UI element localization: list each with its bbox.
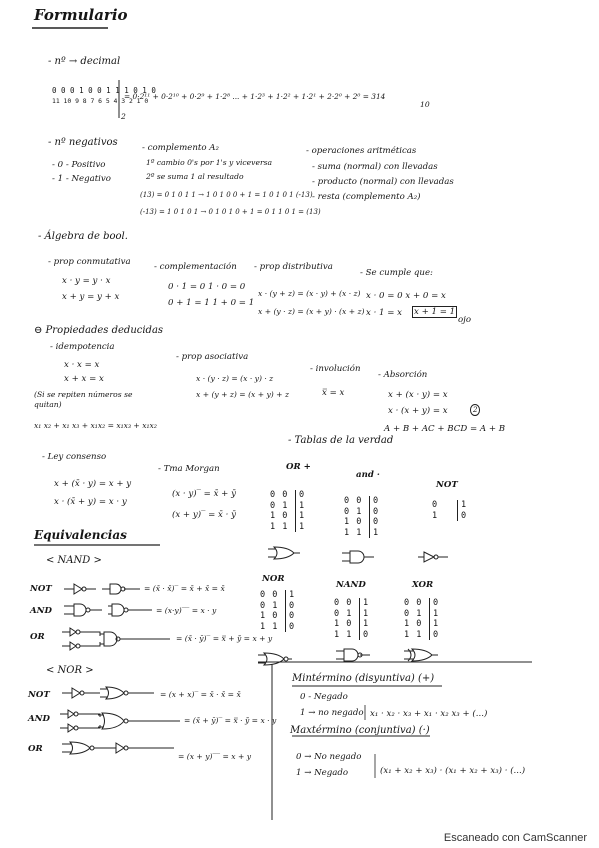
consenso-1: x + (x̄ · y) = x + y <box>54 479 132 489</box>
and-output: 0 <box>369 517 378 528</box>
or-row <box>270 522 304 533</box>
maxtermino-title: Maxtérmino (conjuntiva) (·) <box>290 725 430 736</box>
and-row <box>344 528 378 539</box>
not-output: 0 <box>457 511 466 522</box>
nor-and-gates-icon <box>58 708 182 734</box>
not-output: 1 <box>457 500 466 511</box>
nand-output: 1 <box>359 598 368 609</box>
not-truth-table <box>432 500 466 521</box>
not-row <box>432 500 466 511</box>
nor-input: 1 1 <box>260 621 279 632</box>
complemento-title: - complemento A₂ <box>142 143 219 153</box>
or-input: 0 1 <box>270 500 289 511</box>
decimal-base-out: 10 <box>420 100 430 109</box>
nor-or-equation: = (x + y)‾‾ = x + y <box>178 752 252 761</box>
nand-input: 0 0 <box>334 598 353 608</box>
xor-row <box>404 619 438 630</box>
and-input: 0 0 <box>344 496 363 506</box>
negativos-positive: - 0 - Positivo <box>52 160 106 170</box>
conmutativa-1: x · y = y · x <box>62 276 111 286</box>
or-output: 1 <box>295 501 304 512</box>
or-truth-table <box>270 490 304 532</box>
maxtermino-line2: 1 → Negado <box>296 768 349 778</box>
xor-input: 1 1 <box>404 629 423 640</box>
nor-not-gates-icon <box>60 686 156 700</box>
nor-output: 0 <box>285 622 294 633</box>
nor-input: 1 0 <box>260 611 279 621</box>
nor-title: NOR <box>262 574 285 584</box>
and-output: 1 <box>369 528 378 539</box>
decimal-positions: 11 10 9 8 7 6 5 4 3 2 1 0 <box>52 97 149 105</box>
involucion-1: x̿ = x <box>322 388 345 398</box>
decimal-heading: - nº → decimal <box>48 56 121 67</box>
xor-input: 1 0 <box>404 619 423 629</box>
and-input: 0 1 <box>344 506 363 517</box>
complemento-step2: 2º se suma 1 al resultado <box>146 172 244 181</box>
nand-row <box>334 609 368 620</box>
maxtermino-expression: (x₁ + x₂ + x₃) · (x₁ + x₂ + x₃) · (...) <box>380 766 526 776</box>
nand-or-equation: = (x̄ · ȳ)‾ = x̿ + ȳ̄ = x + y <box>176 634 273 643</box>
decimal-expansion: = 0·2¹¹ + 0·2¹⁰ + 0·2⁹ + 1·2⁸ ... + 1·2³ + 1·2² + 1·2¹ + 2·2⁰ + 2⁰ = 314 <box>124 92 386 101</box>
nand-row <box>334 619 368 630</box>
nand-output: 0 <box>359 630 368 641</box>
nor-row <box>260 622 294 633</box>
involucion-title: - involución <box>310 364 361 374</box>
nand-input: 0 1 <box>334 608 353 619</box>
and-row <box>344 507 378 518</box>
idempotencia-note: (Si se repiten números se quitan) <box>34 390 133 409</box>
nand-input: 1 0 <box>334 619 353 629</box>
or-output: 1 <box>295 522 304 533</box>
mintermino-line2: 1 → no negado <box>300 708 364 718</box>
scanner-watermark: Escaneado con CamScanner <box>443 832 587 844</box>
nand-or-gates-icon <box>60 626 172 652</box>
nand-not-equation: = (x̄ · x̄)‾ = x̄ + x̄ = x̄ <box>144 584 225 593</box>
nor-row <box>260 590 294 601</box>
absorcion-2: x · (x + y) = x <box>388 406 448 416</box>
absorcion-example: A + B + AC + BCD = A + B <box>384 424 506 434</box>
xor-input: 0 0 <box>404 598 423 608</box>
complementacion-2: 0 + 1 = 1 1 + 0 = 1 <box>168 298 255 308</box>
xor-row <box>404 609 438 620</box>
idempotencia-example: x₁ x₂ + x₁ x₃ + x₁x₂ = x₁x₃ + x₁x₂ <box>34 421 157 430</box>
xor-output: 1 <box>429 619 438 630</box>
morgan-1: (x · y)‾ = x̄ + ȳ <box>172 489 236 499</box>
nand-output: 1 <box>359 609 368 620</box>
algebra-heading: - Álgebra de bool. <box>38 231 128 242</box>
xor-output: 1 <box>429 609 438 620</box>
nand-title: NAND <box>336 580 366 590</box>
and-row <box>344 517 378 528</box>
and-input: 1 0 <box>344 517 363 527</box>
nor-and-equation: = (x̄ + ȳ)‾ = x̿ · ȳ̄ = x · y <box>184 716 277 725</box>
and-output: 0 <box>369 507 378 518</box>
idempotencia-title: - idempotencia <box>50 342 115 352</box>
complemento-example1: (13) = 0 1 0 1 1 → 1 0 1 0 0 + 1 = 1 0 1 0 1 (-13) <box>140 191 313 199</box>
operaciones-title: - operaciones aritméticas <box>306 146 417 156</box>
morgan-2: (x + y)‾ = x̄ · ȳ <box>172 510 236 520</box>
or-input: 1 0 <box>270 511 289 521</box>
not-input: 0 <box>432 500 439 510</box>
distributiva-title: - prop distributiva <box>254 262 333 272</box>
distributiva-1: x · (y + z) = (x · y) + (x · z) <box>258 289 361 298</box>
and-gate-icon <box>342 550 374 564</box>
nand-row <box>334 598 368 609</box>
nand-and-label: AND <box>30 606 52 616</box>
decimal-base: 2 <box>121 112 126 121</box>
or-input: 0 0 <box>270 490 289 500</box>
complemento-step1: 1º cambio 0's por 1's y viceversa <box>146 158 273 167</box>
and-output: 0 <box>369 496 378 507</box>
deducidas-heading: ⊖ Propiedades deducidas <box>34 325 164 336</box>
tablas-heading: - Tablas de la verdad <box>288 435 394 446</box>
and-row <box>344 496 378 507</box>
nand-and-equation: = (x·y)‾‾ = x · y <box>156 606 217 615</box>
not-row <box>432 511 466 522</box>
maxtermino-line1: 0 → No negado <box>296 752 362 762</box>
xor-input: 0 1 <box>404 608 423 619</box>
operacion-suma: - suma (normal) con llevadas <box>312 162 438 172</box>
nand-and-gates-icon <box>62 602 154 618</box>
nor-input: 0 0 <box>260 590 279 600</box>
nor-input: 0 1 <box>260 600 279 611</box>
or-input: 1 1 <box>270 521 289 532</box>
xor-row <box>404 598 438 609</box>
annotation-circle: 2 <box>470 404 480 416</box>
xor-truth-table <box>404 598 438 640</box>
operacion-producto: - producto (normal) con llevadas <box>312 177 454 187</box>
complementacion-1: 0 · 1 = 0 1 · 0 = 0 <box>168 282 246 292</box>
morgan-title: - Tma Morgan <box>158 464 220 474</box>
page-title: Formulario <box>34 6 128 24</box>
consenso-title: - Ley consenso <box>42 452 107 462</box>
and-title: and · <box>356 470 380 480</box>
asociativa-title: - prop asociativa <box>176 352 249 362</box>
xor-row <box>404 630 438 641</box>
absorcion-1: x + (x · y) = x <box>388 390 448 400</box>
consenso-2: x · (x̄ + y) = x · y <box>54 497 127 507</box>
se-cumple-2: x · 1 = x <box>366 308 403 318</box>
nand-equiv-title: < NAND > <box>46 555 102 566</box>
nor-not-label: NOT <box>28 690 50 700</box>
nor-equiv-title: < NOR > <box>46 665 94 676</box>
negativos-negative: - 1 - Negativo <box>52 174 111 184</box>
mintermino-expression: x₁ · x₂ · x₃ + x₁ · x₂ x₃ + (...) <box>370 709 488 719</box>
equivalencias-heading: Equivalencias <box>34 528 127 542</box>
and-input: 1 1 <box>344 527 363 538</box>
xor-output: 0 <box>429 630 438 641</box>
xor-output: 0 <box>429 598 438 609</box>
idempotencia-1: x · x = x <box>64 360 100 370</box>
complemento-example2: (-13) = 1 0 1 0 1 → 0 1 0 1 0 + 1 = 0 1 1 0 1 = (13) <box>140 208 321 216</box>
not-title: NOT <box>436 480 458 490</box>
ojo-note: ojo <box>458 315 472 325</box>
or-row <box>270 501 304 512</box>
or-title: OR + <box>286 462 311 472</box>
se-cumple-1: x · 0 = 0 x + 0 = x <box>366 291 446 301</box>
nor-gate-icon <box>258 652 292 666</box>
conmutativa-title: - prop conmutativa <box>48 257 131 267</box>
or-row <box>270 511 304 522</box>
and-truth-table <box>344 496 378 538</box>
nor-row <box>260 611 294 622</box>
distributiva-2: x + (y · z) = (x + y) · (x + z) <box>258 307 365 316</box>
mintermino-title: Mintérmino (disyuntiva) (+) <box>292 673 435 684</box>
nand-row <box>334 630 368 641</box>
nor-or-label: OR <box>28 744 43 754</box>
idempotencia-2: x + x = x <box>64 374 104 384</box>
or-row <box>270 490 304 501</box>
or-gate-icon <box>268 546 300 560</box>
or-output: 1 <box>295 511 304 522</box>
nor-truth-table <box>260 590 294 632</box>
nor-output: 1 <box>285 590 294 601</box>
absorcion-title: - Absorción <box>378 370 428 380</box>
nand-gate-icon <box>336 648 370 662</box>
operacion-resta: - resta (complemento A₂) <box>312 192 421 202</box>
nor-row <box>260 601 294 612</box>
se-cumple-title: - Se cumple que: <box>360 268 433 278</box>
negativos-heading: - nº negativos <box>48 137 118 148</box>
nor-output: 0 <box>285 601 294 612</box>
nand-truth-table <box>334 598 368 640</box>
nand-or-label: OR <box>30 632 45 642</box>
not-input: 1 <box>432 510 439 521</box>
not-gate-icon <box>418 550 448 564</box>
se-cumple-boxed: x + 1 = 1 <box>414 307 456 317</box>
mintermino-line1: 0 - Negado <box>300 692 348 702</box>
nor-output: 0 <box>285 611 294 622</box>
nor-or-gates-icon <box>60 740 176 756</box>
xor-gate-icon <box>404 648 438 662</box>
nand-input: 1 1 <box>334 629 353 640</box>
nand-not-gates-icon <box>62 582 142 596</box>
nand-not-label: NOT <box>30 584 52 594</box>
asociativa-2: x + (y + z) = (x + y) + z <box>196 390 289 399</box>
or-output: 0 <box>295 490 304 501</box>
complementacion-title: - complementación <box>154 262 237 272</box>
decimal-bits: 0 0 0 1 0 0 1 1 1 0 1 0 <box>52 86 156 95</box>
nand-output: 1 <box>359 619 368 630</box>
xor-title: XOR <box>412 580 434 590</box>
nor-and-label: AND <box>28 714 50 724</box>
asociativa-1: x · (y · z) = (x · y) · z <box>196 374 274 383</box>
conmutativa-2: x + y = y + x <box>62 292 120 302</box>
nor-not-equation: = (x + x)‾ = x̄ · x̄ = x̄ <box>160 690 241 699</box>
